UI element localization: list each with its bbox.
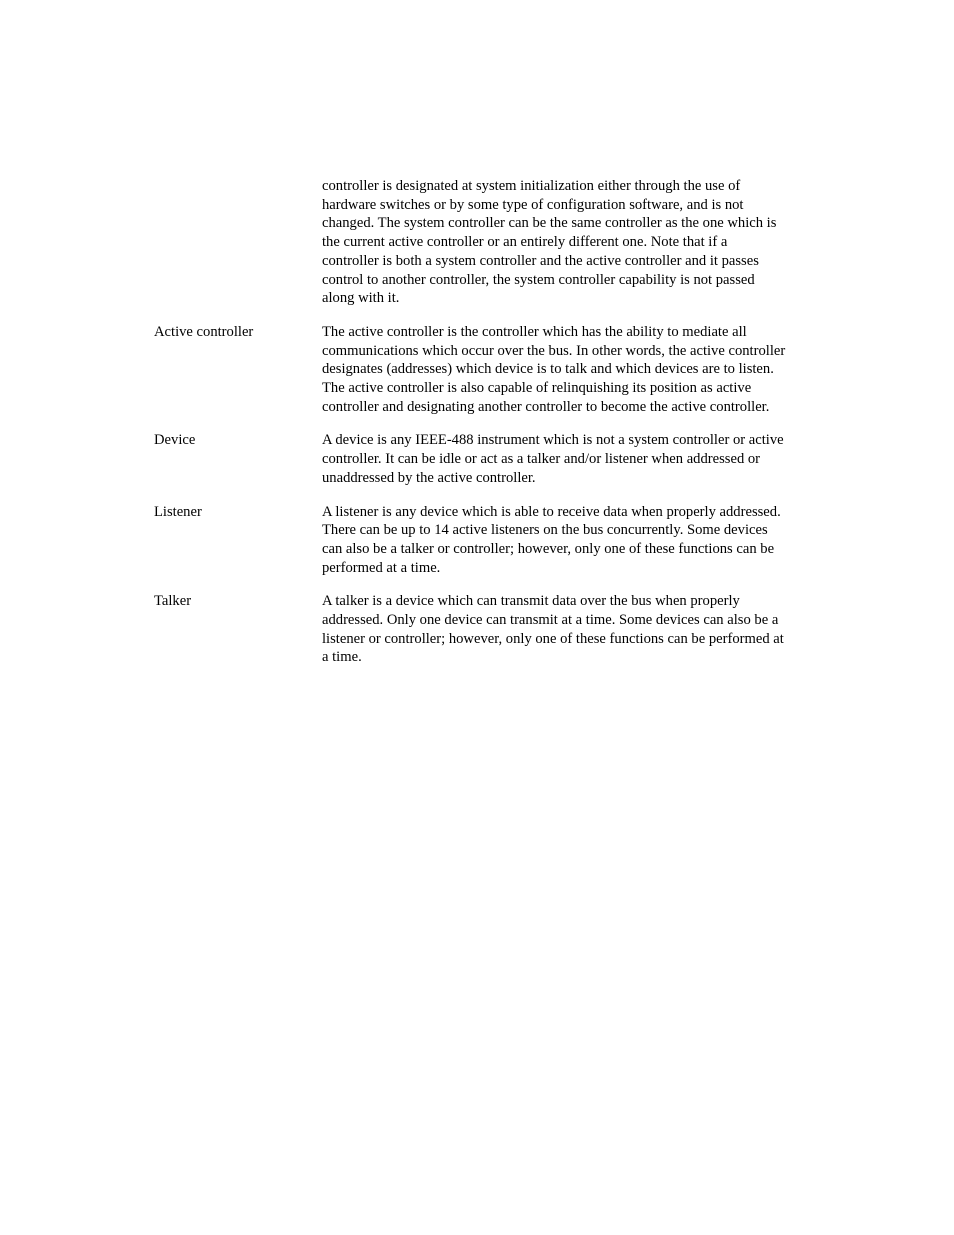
glossary-definition: The active controller is the controller which has the ability to mediate all communications which occur over the bus. In other words, the active controller designates (addresses) which device is to talk and which devices are to listen. The active controller is also capable of relinquishing its position as active controller and designating another controller to become the active controller.: [322, 323, 786, 415]
glossary-entry-active-controller: [154, 323, 786, 417]
glossary-term: Active controller: [154, 323, 254, 340]
glossary-term: Talker: [154, 593, 192, 610]
glossary-entry-talker: [154, 592, 786, 667]
glossary-term: Listener: [154, 503, 202, 520]
glossary-term: Device: [154, 432, 196, 449]
glossary-entry-device: [154, 431, 786, 487]
glossary-list: [154, 177, 786, 682]
glossary-definition: controller is designated at system initialization either through the use of hardware switches or by some type of configuration software, and is not changed. The system controller can be the same controller as the one which is the current active controller or an entirely different one. Note that if a controller is both a system controller and the active controller and it passes control to another controller, the system controller capability is not passed along with it.: [322, 178, 777, 307]
glossary-definition: A listener is any device which is able to receive data when properly addressed. There can be up to 14 active listeners on the bus concurrently. Some devices can also be a talker or controller; however, only one of these functions can be performed at a time.: [322, 503, 781, 576]
glossary-definition: A talker is a device which can transmit data over the bus when properly addressed. Only one device can transmit at a time. Some devices can also be a listener or controller; however, only one of these functions can be performed at a time.: [322, 593, 784, 666]
glossary-entry-continuation: [154, 177, 786, 308]
glossary-entry-listener: [154, 503, 786, 578]
glossary-definition: A device is any IEEE-488 instrument which is not a system controller or active controller. It can be idle or act as a talker and/or listener when addressed or unaddressed by the active controller.: [322, 432, 784, 486]
